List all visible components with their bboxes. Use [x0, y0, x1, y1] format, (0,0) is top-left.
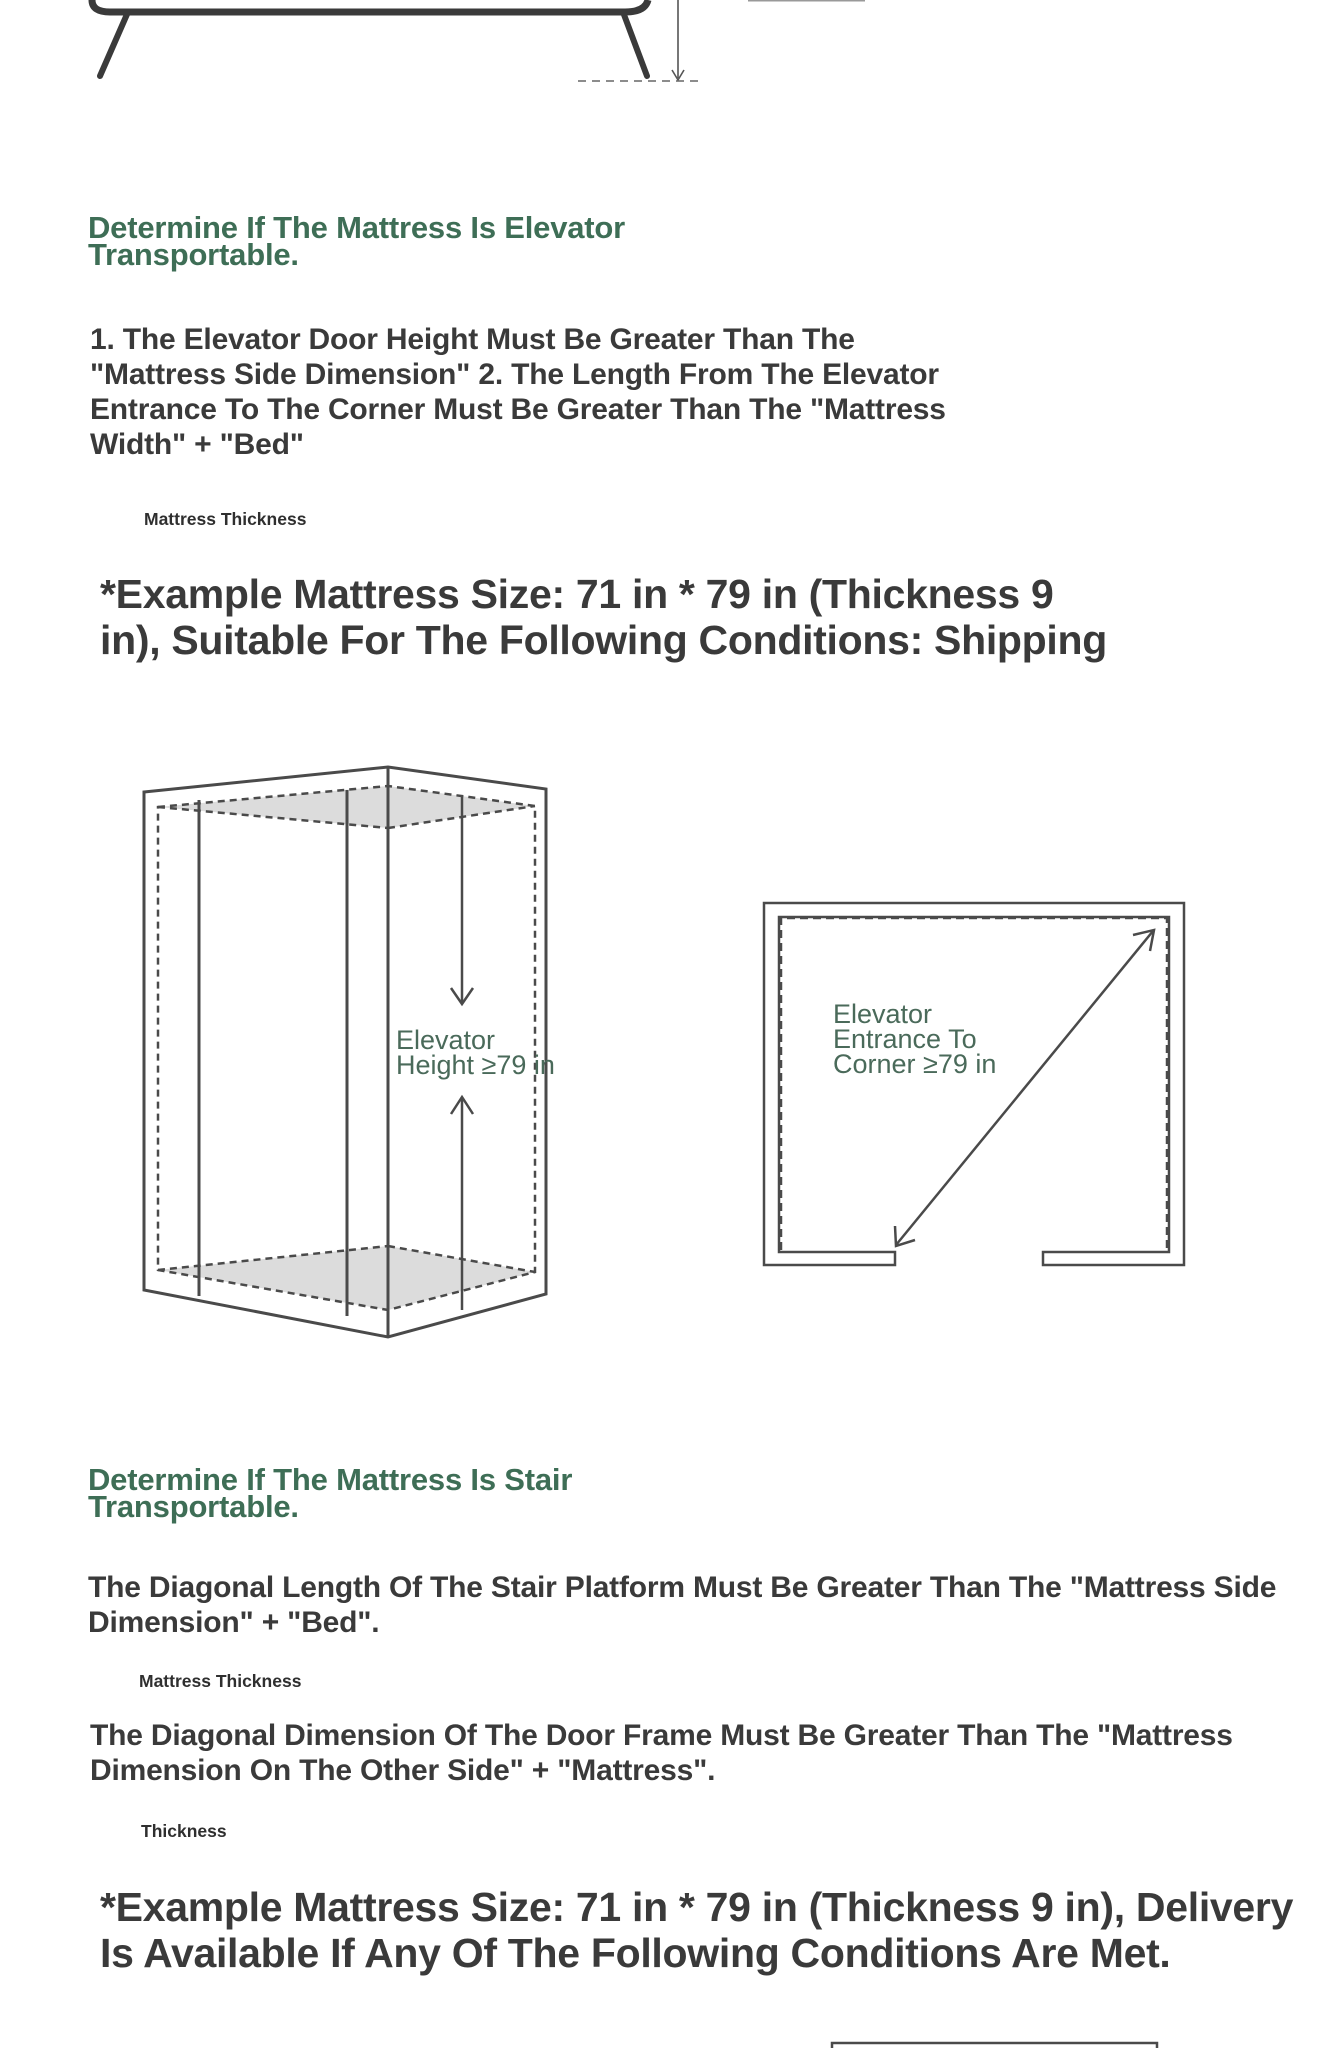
elevator-height-label: Elevator Height ≥79 in [396, 1025, 555, 1080]
elevator-example-text: *Example Mattress Size: 71 in * 79 in (Thickness 9 in), Suitable For The Following Conditions: Shipping [100, 571, 1107, 663]
stair-example-text: *Example Mattress Size: 71 in * 79 in (Thickness 9 in), Delivery Is Available If Any Of The Following Conditions Are Met. [100, 1884, 1294, 1976]
elevator-section-heading: Determine If The Mattress Is Elevator Transportable. [88, 210, 626, 272]
elevator-rule-text: 1. The Elevator Door Height Must Be Greater Than The "Mattress Side Dimension" 2. The Length From The Elevator Entrance To The Corner Must Be Greater Than The "Mattress Width" + "Bed" [90, 323, 946, 461]
thickness-label: Thickness [141, 1821, 227, 1841]
elevator-corner-label: Elevator Entrance To Corner ≥79 in [833, 999, 997, 1079]
stair-section-heading: Determine If The Mattress Is Stair Transportable. [88, 1462, 573, 1524]
stair-rule-text: The Diagonal Length Of The Stair Platform Must Be Greater Than The "Mattress Side Dimension" + "Bed". [88, 1571, 1277, 1639]
mattress-thickness-label: Mattress Thickness [144, 509, 307, 529]
mattress-thickness-label: Mattress Thickness [139, 1671, 302, 1691]
door-frame-rule-text: The Diagonal Dimension Of The Door Frame Must Be Greater Than The "Mattress Dimension On The Other Side" + "Mattress". [90, 1719, 1233, 1787]
